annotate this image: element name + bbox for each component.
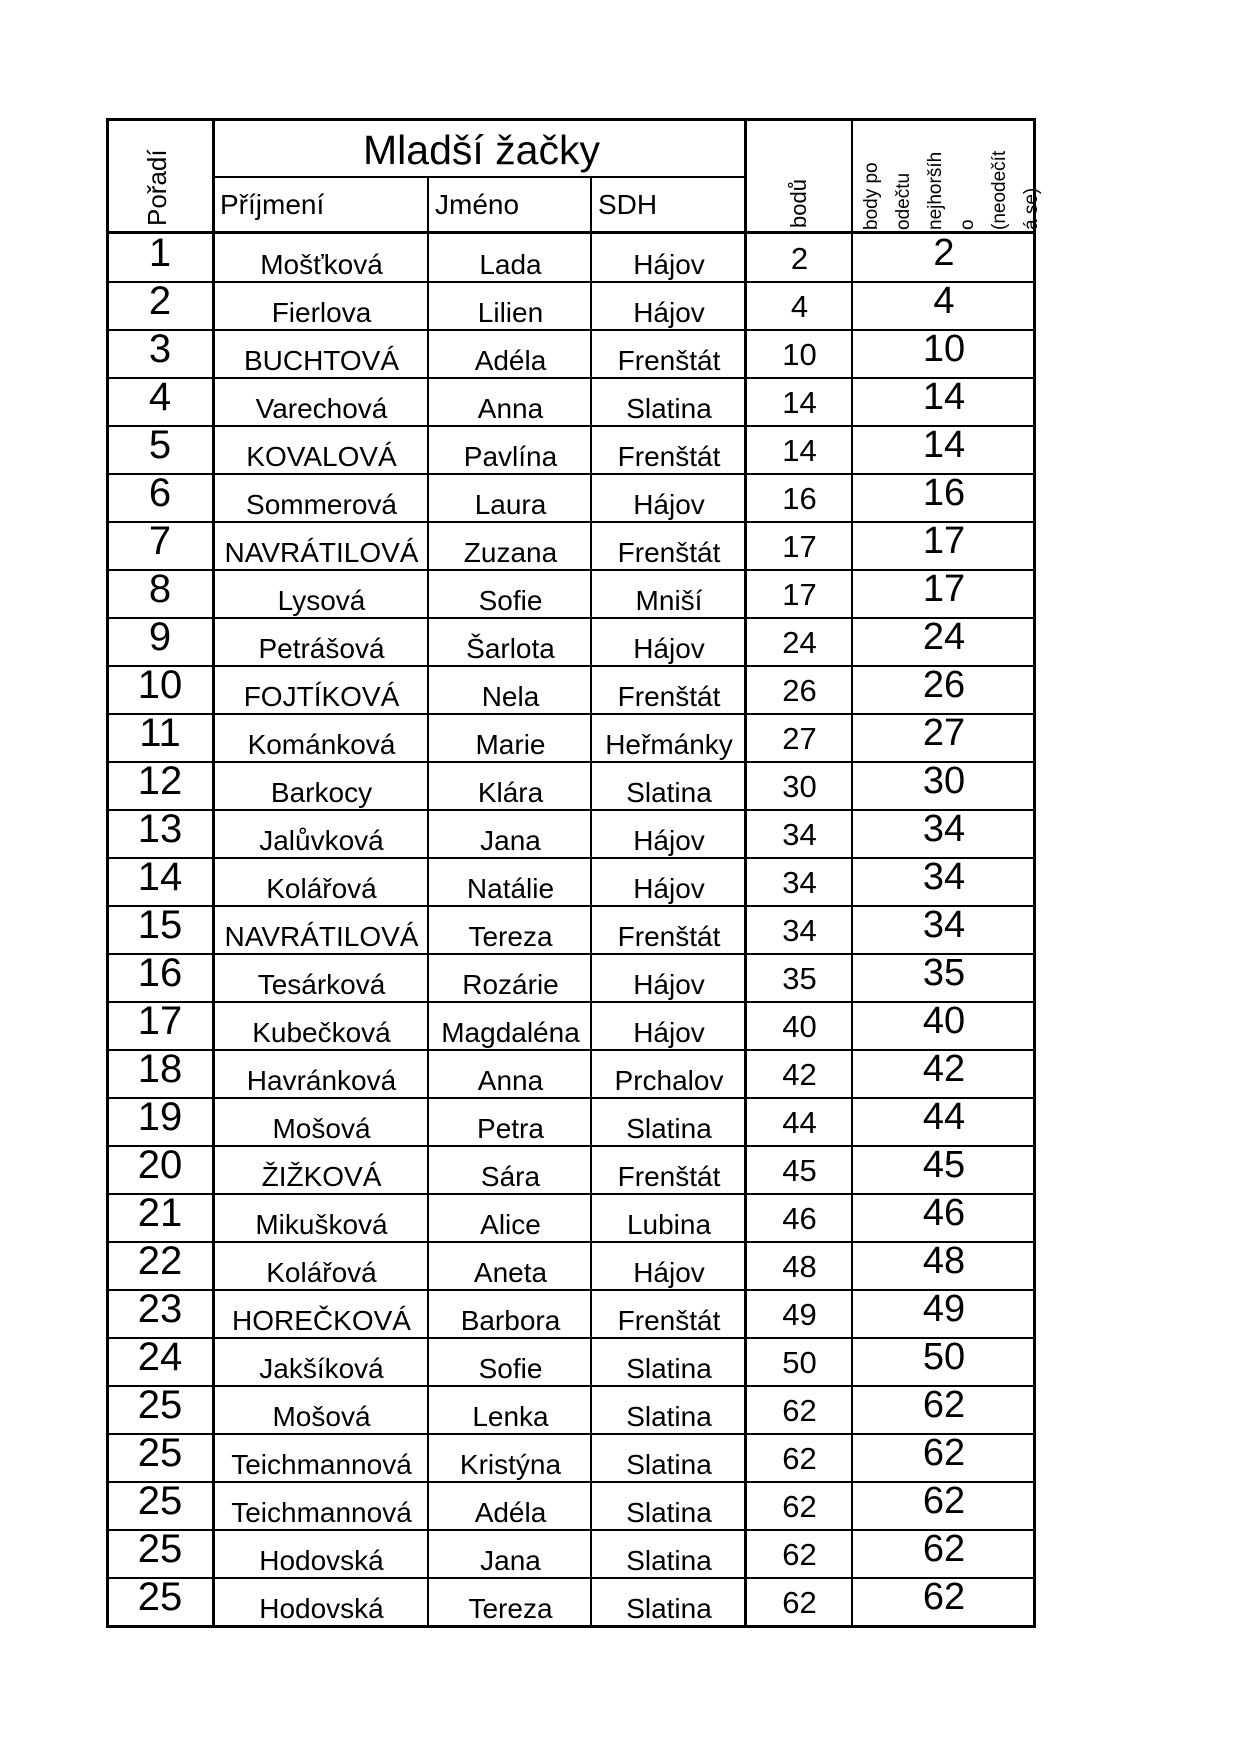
- grid-hline: [106, 118, 1036, 121]
- cell-surname: Havránková: [246, 1065, 397, 1096]
- cell-points-after: 17: [922, 568, 966, 610]
- header-points-after-line: o: [957, 219, 978, 230]
- cell-surname: Kubečková: [252, 1017, 391, 1048]
- cell-points-after: 34: [922, 856, 966, 898]
- cell-club: Hájov: [633, 969, 705, 1000]
- cell-points-after: 14: [922, 376, 966, 418]
- cell-rank: 12: [137, 759, 183, 803]
- cell-points-after: 27: [922, 712, 966, 754]
- cell-club: Hájov: [633, 825, 705, 856]
- cell-club: Frenštát: [617, 681, 721, 712]
- cell-club: Hájov: [633, 633, 705, 664]
- cell-name: Šarlota: [466, 633, 555, 664]
- cell-name: Jana: [480, 825, 541, 856]
- cell-points: 40: [782, 1009, 817, 1044]
- cell-points-after: 46: [922, 1192, 966, 1234]
- cell-rank: 7: [148, 519, 172, 563]
- header-points: [746, 118, 853, 232]
- cell-name: Aneta: [473, 1257, 548, 1288]
- cell-points: 62: [782, 1489, 817, 1524]
- cell-name: Adéla: [474, 1497, 547, 1528]
- grid-hline: [106, 1577, 1036, 1579]
- grid-vline: [851, 118, 853, 1625]
- header-rank-label: Pořadí: [142, 149, 172, 226]
- header-points-after-line: body po: [861, 162, 882, 230]
- cell-points: 24: [782, 625, 817, 660]
- cell-points-after: 14: [922, 424, 966, 466]
- grid-hline: [106, 1049, 1036, 1051]
- cell-name: Natálie: [466, 873, 555, 904]
- cell-surname: Barkocy: [270, 777, 373, 808]
- cell-points: 62: [782, 1441, 817, 1476]
- cell-surname: FOJTÍKOVÁ: [243, 681, 400, 712]
- cell-club: Slatina: [626, 1401, 712, 1432]
- grid-hline: [106, 473, 1036, 475]
- grid-hline: [106, 953, 1036, 955]
- cell-surname: Kolářová: [266, 873, 377, 904]
- cell-points: 2: [790, 241, 809, 276]
- cell-club: Hájov: [633, 873, 705, 904]
- grid-hline: [106, 905, 1036, 907]
- grid-hline: [106, 521, 1036, 523]
- cell-club: Slatina: [626, 777, 712, 808]
- cell-points: 26: [782, 673, 817, 708]
- cell-surname: Tesárková: [257, 969, 386, 1000]
- cell-rank: 17: [137, 999, 183, 1043]
- cell-points-after: 30: [922, 760, 966, 802]
- header-points-after-line: nejhoršíh: [925, 151, 946, 230]
- cell-rank: 20: [137, 1143, 183, 1187]
- cell-club: Frenštát: [617, 1161, 721, 1192]
- cell-surname: Petrášová: [258, 633, 385, 664]
- cell-rank: 25: [137, 1431, 183, 1475]
- cell-points-after: 26: [922, 664, 966, 706]
- cell-surname: Jakšíková: [259, 1353, 384, 1384]
- cell-name: Lilien: [477, 297, 544, 328]
- cell-points-after: 16: [922, 472, 966, 514]
- cell-rank: 1: [148, 231, 172, 275]
- cell-club: Hájov: [633, 1257, 705, 1288]
- cell-rank: 8: [148, 567, 172, 611]
- cell-rank: 16: [137, 951, 183, 995]
- cell-rank: 19: [137, 1095, 183, 1139]
- cell-points-after: 44: [922, 1096, 966, 1138]
- cell-club: Slatina: [626, 1545, 712, 1576]
- header-surname: Příjmení: [220, 189, 325, 220]
- grid-hline: [106, 329, 1036, 331]
- cell-surname: Mošťková: [260, 249, 383, 280]
- cell-club: Slatina: [626, 1593, 712, 1624]
- grid-hline: [214, 176, 746, 178]
- cell-points: 4: [790, 289, 809, 324]
- cell-points: 30: [782, 769, 817, 804]
- cell-name: Sára: [480, 1161, 541, 1192]
- table-title: Mladší žačky: [363, 127, 600, 173]
- cell-rank: 2: [148, 279, 172, 323]
- cell-points: 62: [782, 1537, 817, 1572]
- cell-points-after: 34: [922, 904, 966, 946]
- cell-points: 10: [782, 337, 817, 372]
- cell-club: Frenštát: [617, 1305, 721, 1336]
- cell-rank: 5: [148, 423, 172, 467]
- cell-points: 50: [782, 1345, 817, 1380]
- cell-points: 44: [782, 1105, 817, 1140]
- grid-hline: [106, 1241, 1036, 1243]
- grid-hline: [106, 617, 1036, 619]
- cell-club: Hájov: [633, 297, 705, 328]
- grid-vline: [744, 118, 747, 1625]
- cell-points: 42: [782, 1057, 817, 1092]
- cell-points: 34: [782, 817, 817, 852]
- header-club: SDH: [598, 189, 658, 220]
- grid-hline: [106, 569, 1036, 571]
- cell-rank: 25: [137, 1527, 183, 1571]
- cell-points-after: 50: [922, 1336, 966, 1378]
- grid-hline: [106, 1337, 1036, 1339]
- cell-surname: Mošová: [272, 1113, 371, 1144]
- cell-points-after: 62: [922, 1432, 966, 1474]
- cell-points: 27: [782, 721, 817, 756]
- cell-points-after: 24: [922, 616, 966, 658]
- grid-hline: [106, 377, 1036, 379]
- cell-name: Anna: [477, 1065, 544, 1096]
- grid-hline: [106, 1193, 1036, 1195]
- cell-name: Laura: [474, 489, 547, 520]
- cell-rank: 22: [137, 1239, 183, 1283]
- cell-name: Kristýna: [459, 1449, 562, 1480]
- cell-surname: Teichmannová: [231, 1449, 412, 1480]
- cell-points-after: 40: [922, 1000, 966, 1042]
- cell-points: 46: [782, 1201, 817, 1236]
- cell-rank: 14: [137, 855, 183, 899]
- cell-name: Rozárie: [462, 969, 559, 1000]
- cell-club: Frenštát: [617, 921, 721, 952]
- cell-name: Jana: [480, 1545, 541, 1576]
- cell-club: Slatina: [626, 1449, 712, 1480]
- grid-vline: [212, 118, 215, 1625]
- header-points-label: bodů: [786, 179, 811, 228]
- cell-points: 48: [782, 1249, 817, 1284]
- cell-name: Sofie: [478, 585, 543, 616]
- cell-club: Hájov: [633, 249, 705, 280]
- cell-points-after: 62: [922, 1576, 966, 1618]
- cell-rank: 25: [137, 1575, 183, 1619]
- cell-rank: 15: [137, 903, 183, 947]
- cell-club: Slatina: [626, 393, 712, 424]
- cell-points: 34: [782, 913, 817, 948]
- cell-points: 14: [782, 433, 817, 468]
- cell-points: 16: [782, 481, 817, 516]
- cell-club: Frenštát: [617, 537, 721, 568]
- cell-name: Lenka: [472, 1401, 549, 1432]
- cell-rank: 13: [137, 807, 183, 851]
- cell-points: 35: [782, 961, 817, 996]
- cell-rank: 18: [137, 1047, 183, 1091]
- cell-name: Pavlína: [463, 441, 558, 472]
- cell-club: Heřmánky: [605, 729, 733, 760]
- grid-hline: [106, 713, 1036, 715]
- grid-hline: [106, 231, 1036, 234]
- cell-name: Marie: [475, 729, 546, 760]
- cell-club: Mniší: [635, 585, 703, 616]
- cell-surname: Mikušková: [255, 1209, 388, 1240]
- cell-rank: 4: [148, 375, 172, 419]
- header-name: Jméno: [435, 189, 520, 220]
- header-rank: [106, 118, 214, 232]
- cell-name: Tereza: [468, 1593, 553, 1624]
- header-points-after-line: odečtu: [893, 172, 914, 230]
- cell-club: Hájov: [633, 1017, 705, 1048]
- cell-rank: 25: [137, 1479, 183, 1523]
- cell-points-after: 45: [922, 1144, 966, 1186]
- cell-rank: 11: [139, 711, 181, 755]
- cell-surname: Teichmannová: [231, 1497, 412, 1528]
- cell-points-after: 17: [922, 520, 966, 562]
- cell-club: Frenštát: [617, 441, 721, 472]
- cell-name: Lada: [479, 249, 542, 280]
- cell-surname: Hodovská: [259, 1545, 384, 1576]
- grid-hline: [106, 665, 1036, 667]
- cell-rank: 3: [148, 327, 172, 371]
- cell-points: 34: [782, 865, 817, 900]
- cell-club: Prchalov: [614, 1065, 724, 1096]
- cell-surname: NAVRÁTILOVÁ: [224, 537, 419, 568]
- cell-points-after: 49: [922, 1288, 966, 1330]
- cell-name: Magdaléna: [441, 1017, 580, 1048]
- cell-name: Tereza: [468, 921, 553, 952]
- grid-hline: [106, 425, 1036, 427]
- cell-surname: HOREČKOVÁ: [232, 1305, 411, 1336]
- cell-rank: 23: [137, 1287, 183, 1331]
- grid-hline: [106, 1289, 1036, 1291]
- cell-surname: Kolářová: [266, 1257, 377, 1288]
- cell-points: 62: [782, 1585, 817, 1620]
- cell-points-after: 34: [922, 808, 966, 850]
- cell-points-after: 35: [922, 952, 966, 994]
- grid-hline: [106, 1433, 1036, 1435]
- header-points-after-line: (neodečít: [989, 150, 1010, 230]
- cell-surname: Kománková: [247, 729, 396, 760]
- results-table: [106, 118, 1042, 1638]
- cell-club: Hájov: [633, 489, 705, 520]
- grid-hline: [106, 1001, 1036, 1003]
- cell-points: 14: [782, 385, 817, 420]
- header-points-after-line: á se): [1021, 187, 1042, 230]
- cell-surname: BUCHTOVÁ: [243, 345, 400, 376]
- cell-surname: Fierlova: [271, 297, 372, 328]
- cell-surname: KOVALOVÁ: [246, 441, 397, 472]
- cell-points: 45: [782, 1153, 817, 1188]
- grid-hline: [106, 1481, 1036, 1483]
- cell-surname: NAVRÁTILOVÁ: [224, 921, 419, 952]
- cell-rank: 24: [137, 1335, 183, 1379]
- cell-surname: Hodovská: [259, 1593, 384, 1624]
- cell-rank: 10: [137, 663, 183, 707]
- cell-points-after: 2: [933, 232, 955, 274]
- cell-name: Petra: [477, 1113, 544, 1144]
- cell-name: Anna: [477, 393, 544, 424]
- grid-hline: [106, 857, 1036, 859]
- cell-rank: 6: [148, 471, 172, 515]
- cell-surname: Lysová: [277, 585, 366, 616]
- cell-club: Slatina: [626, 1497, 712, 1528]
- header-points-after: [853, 118, 1042, 232]
- grid-vline: [427, 176, 429, 1625]
- cell-points: 17: [782, 529, 817, 564]
- cell-name: Nela: [481, 681, 540, 712]
- cell-club: Frenštát: [617, 345, 721, 376]
- cell-club: Lubina: [626, 1209, 712, 1240]
- cell-points-after: 62: [922, 1384, 966, 1426]
- cell-club: Slatina: [626, 1113, 712, 1144]
- cell-rank: 25: [137, 1383, 183, 1427]
- grid-vline: [106, 118, 109, 1627]
- cell-surname: Sommerová: [246, 489, 397, 520]
- cell-points: 17: [782, 577, 817, 612]
- cell-club: Slatina: [626, 1353, 712, 1384]
- cell-points-after: 10: [922, 328, 966, 370]
- cell-surname: Jalůvková: [259, 825, 384, 856]
- cell-surname: Varechová: [255, 393, 388, 424]
- cell-points-after: 62: [922, 1528, 966, 1570]
- cell-points-after: 4: [933, 280, 955, 322]
- grid-hline: [106, 809, 1036, 811]
- cell-name: Barbora: [460, 1305, 561, 1336]
- grid-hline: [106, 281, 1036, 283]
- grid-hline: [106, 761, 1036, 763]
- grid-hline: [106, 1529, 1036, 1531]
- cell-surname: Mošová: [272, 1401, 371, 1432]
- cell-points-after: 62: [922, 1480, 966, 1522]
- grid-hline: [106, 1385, 1036, 1387]
- grid-hline: [106, 1097, 1036, 1099]
- cell-points: 62: [782, 1393, 817, 1428]
- cell-name: Adéla: [474, 345, 547, 376]
- cell-points-after: 48: [922, 1240, 966, 1282]
- cell-surname: ŽIŽKOVÁ: [261, 1161, 382, 1192]
- cell-name: Sofie: [478, 1353, 543, 1384]
- grid-hline: [106, 1145, 1036, 1147]
- cell-points: 49: [782, 1297, 817, 1332]
- cell-rank: 9: [148, 615, 172, 659]
- cell-name: Zuzana: [463, 537, 558, 568]
- grid-vline: [1033, 118, 1036, 1627]
- cell-rank: 21: [137, 1191, 183, 1235]
- cell-name: Klára: [477, 777, 544, 808]
- grid-hline: [106, 1625, 1036, 1628]
- grid-vline: [590, 176, 592, 1625]
- cell-points-after: 42: [922, 1048, 966, 1090]
- cell-name: Alice: [480, 1209, 541, 1240]
